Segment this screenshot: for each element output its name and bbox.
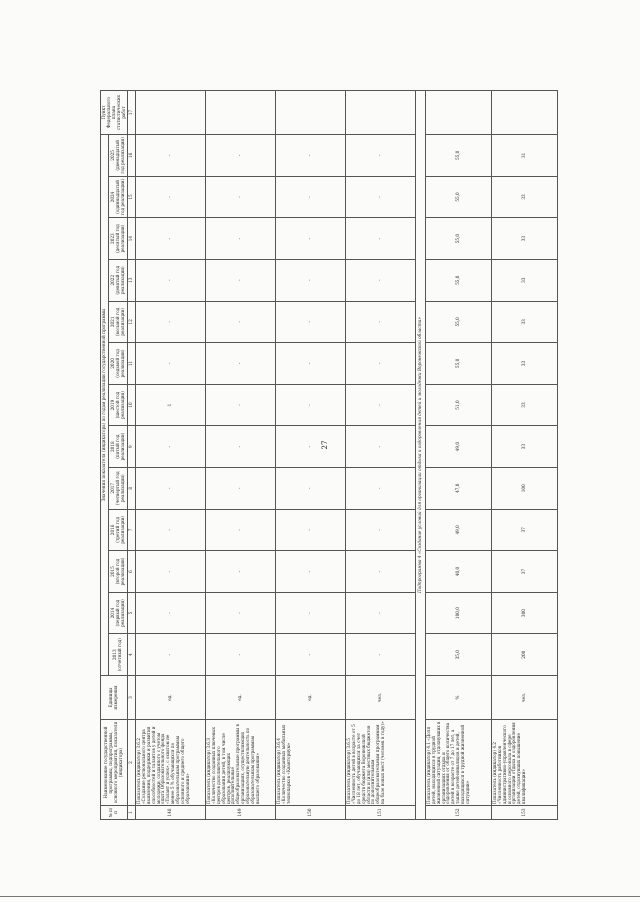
value-cell: 33 xyxy=(491,218,557,260)
unit-cell: чел. xyxy=(491,676,557,720)
table-body-b xyxy=(425,91,557,820)
indicator-name: Показатель (индикатор) 3.6.5 «Численность детей в возрасте от 5 до 18 лет, обучающихся за счет средств бюджета Воронежской области и (или) местных бюджетов по дополнительным общеобразовательным программам на базе новых мест (человек в году)» xyxy=(345,720,415,806)
value-cell: - xyxy=(345,634,415,676)
header-year-2020 xyxy=(109,343,128,385)
indicator-name: Показатель (индикатор) 4.1 «Доля детей, находящихся в трудной жизненной ситуации, отдохнувших в организациях отдыха и оздоровления от общего количества детей в возрасте от 7 до 17 лет, а также детей-инвалидов и детей, находящихся в трудной жизненной ситуации» xyxy=(425,720,491,806)
value-cell: - xyxy=(205,176,275,218)
page-number: 27 xyxy=(321,440,329,450)
column-number-cell: 14 xyxy=(128,218,136,260)
value-cell: - xyxy=(205,634,275,676)
header-year-2017 xyxy=(109,467,128,509)
value-cell: - xyxy=(275,218,345,260)
header-year-2014 xyxy=(109,592,128,634)
header-year-2025 xyxy=(109,135,128,177)
value-cell: - xyxy=(345,259,415,301)
header-plan: Пункт Федерального плана статистических работ xyxy=(101,91,128,135)
value-cell: - xyxy=(135,135,205,177)
header-year-label: (десятый год реализации) xyxy=(114,224,125,253)
plan-cell xyxy=(135,91,205,135)
value-cell: - xyxy=(135,218,205,260)
indicators-table xyxy=(100,90,558,820)
value-cell: - xyxy=(205,592,275,634)
value-cell: - xyxy=(205,218,275,260)
header-year-label: (седьмой год реализации) xyxy=(114,349,125,378)
header-year-value: 2023 xyxy=(109,233,115,244)
row-number: 151 xyxy=(345,806,415,820)
value-cell: 35,0 xyxy=(425,634,491,676)
header-year-label: (пятый год реализации) xyxy=(114,432,125,461)
value-cell: - xyxy=(275,301,345,343)
header-year-label: (четвертый год реализации) xyxy=(114,471,125,506)
column-number-cell: 4 xyxy=(128,634,136,676)
value-cell: 55,0 xyxy=(425,176,491,218)
value-cell: - xyxy=(205,384,275,426)
header-year-value: 2016 xyxy=(109,524,115,536)
column-number-cell: 1 xyxy=(128,806,136,820)
value-cell: - xyxy=(275,259,345,301)
table-row xyxy=(205,91,275,820)
header-year-value: 2013 xyxy=(112,649,118,661)
header-year-label: (третий год реализации) xyxy=(114,515,125,544)
value-cell: 55,0 xyxy=(425,218,491,260)
unit-cell: чел. xyxy=(345,676,415,720)
column-number-cell: 16 xyxy=(128,135,136,177)
value-cell: - xyxy=(135,426,205,468)
indicator-name: Показатель (индикатор) 3.6.3 «Количество созданных ключевых центров дополнительного образования детей, в том числе центров, реализующих дополнительные общеобразовательные программы в организациях, осуществляющих образовательную деятельность по образовательным программам высшего образования» xyxy=(205,720,275,806)
header-year-label: (шестой год реализации) xyxy=(114,391,125,419)
value-cell: - xyxy=(205,259,275,301)
header-year-2022 xyxy=(109,259,128,301)
subprogram-section xyxy=(415,91,425,820)
indicator-name: Показатель (индикатор) 3.6.2 «Создание регионального центра выявления, поддержки и развития способностей и талантов у детей и молодежи, созданного с учетом опыта Образовательного фонда «Талант и успех», с охватом не менее 5 % обучающихся по образовательным программам основного и среднего общего образования» xyxy=(135,720,205,806)
header-num: № п/п xyxy=(101,806,128,820)
plan-cell xyxy=(205,91,275,135)
value-cell: - xyxy=(275,176,345,218)
plan-cell xyxy=(425,91,491,135)
value-cell: 100 xyxy=(491,467,557,509)
header-year-value: 2018 xyxy=(109,441,115,452)
header-year-value: 2024 xyxy=(109,191,115,203)
value-cell: 37 xyxy=(491,509,557,551)
value-cell: - xyxy=(135,592,205,634)
row-number: 152 xyxy=(425,806,491,820)
value-cell: - xyxy=(135,176,205,218)
value-cell: - xyxy=(345,467,415,509)
header-year-label: (девятый год реализации) xyxy=(114,265,125,295)
value-cell: 33 xyxy=(491,259,557,301)
row-number: 150 xyxy=(275,806,345,820)
indicator-name: Показатель (индикатор) 3.6.4 «Количество созданных мобильных технопарков «Кванториум» xyxy=(275,720,345,806)
value-cell: 55,0 xyxy=(425,135,491,177)
value-cell: - xyxy=(135,467,205,509)
column-number-cell: 11 xyxy=(128,343,136,385)
column-number-cell: 10 xyxy=(128,384,136,426)
table-row xyxy=(345,91,415,820)
value-cell: - xyxy=(205,343,275,385)
column-number-cell: 5 xyxy=(128,592,136,634)
header-name: Наименование государственной программы, подпрограммы, основного мероприятия, показателя (индикатора) xyxy=(101,720,128,806)
value-cell: - xyxy=(135,301,205,343)
value-cell: - xyxy=(135,259,205,301)
header-values-group: Значения показателя (индикатора) по годам реализации государственной программы xyxy=(101,135,109,676)
value-cell: - xyxy=(275,426,345,468)
value-cell: 1 xyxy=(135,384,205,426)
value-cell: - xyxy=(275,384,345,426)
value-cell: - xyxy=(205,467,275,509)
value-cell: 200 xyxy=(491,634,557,676)
value-cell: - xyxy=(205,551,275,593)
value-cell: - xyxy=(345,592,415,634)
header-year-label: (отчетный год) xyxy=(117,638,123,672)
value-cell: - xyxy=(275,467,345,509)
header-year-label: (одиннадцатый год реализации) xyxy=(114,178,125,216)
value-cell: - xyxy=(275,343,345,385)
column-number-cell: 17 xyxy=(128,91,136,135)
value-cell: - xyxy=(135,509,205,551)
value-cell: 31 xyxy=(491,135,557,177)
column-number-row xyxy=(128,91,136,820)
value-cell: - xyxy=(345,551,415,593)
plan-cell xyxy=(275,91,345,135)
column-number-cell: 7 xyxy=(128,509,136,551)
value-cell: 55,0 xyxy=(425,301,491,343)
header-year-value: 2019 xyxy=(109,399,115,411)
column-number-cell: 2 xyxy=(128,720,136,806)
header-year-2021 xyxy=(109,301,128,343)
value-cell: 49,0 xyxy=(425,426,491,468)
unit-cell: % xyxy=(425,676,491,720)
header-year-value: 2022 xyxy=(109,274,115,286)
table-row xyxy=(135,91,205,820)
value-cell: 33 xyxy=(491,384,557,426)
unit-cell: ед. xyxy=(275,676,345,720)
header-year-2016 xyxy=(109,509,128,551)
value-cell: - xyxy=(205,426,275,468)
header-year-2024 xyxy=(109,176,128,218)
value-cell: - xyxy=(275,592,345,634)
header-year-value: 2020 xyxy=(109,358,115,369)
header-year-value: 2025 xyxy=(109,150,115,161)
value-cell: 55,0 xyxy=(425,343,491,385)
table-row xyxy=(425,91,491,820)
value-cell: - xyxy=(345,135,415,177)
plan-cell xyxy=(491,91,557,135)
column-number-cell: 8 xyxy=(128,467,136,509)
rotated-table-container xyxy=(100,90,620,820)
value-cell: 100,0 xyxy=(425,592,491,634)
value-cell: 37 xyxy=(491,551,557,593)
column-number-cell: 6 xyxy=(128,551,136,593)
value-cell: - xyxy=(205,135,275,177)
column-number-cell: 9 xyxy=(128,426,136,468)
column-number-cell: 12 xyxy=(128,301,136,343)
value-cell: 47,0 xyxy=(425,467,491,509)
header-year-2018 xyxy=(109,426,128,468)
header-year-value: 2015 xyxy=(109,566,115,577)
value-cell: - xyxy=(345,218,415,260)
table-row xyxy=(275,91,345,820)
value-cell: - xyxy=(135,343,205,385)
value-cell: - xyxy=(345,343,415,385)
subprogram-row xyxy=(415,91,425,820)
value-cell: - xyxy=(205,509,275,551)
value-cell: 300 xyxy=(491,592,557,634)
indicator-name: Показатель (индикатор) 4.2 «Численность работников административно-управленческого и основного персонала в сфере организации отдыха и оздоровления детей, отдохнувших повышение квалификации» xyxy=(491,720,557,806)
plan-cell xyxy=(345,91,415,135)
header-year-label: (первый год реализации) xyxy=(114,599,125,627)
table-row xyxy=(491,91,557,820)
value-cell: 33 xyxy=(491,301,557,343)
value-cell: 49,0 xyxy=(425,509,491,551)
header-year-label: (восьмой год реализации) xyxy=(114,307,125,336)
row-number: 153 xyxy=(491,806,557,820)
header-year-2013 xyxy=(109,634,128,676)
header-unit: Единицы измерения xyxy=(101,676,128,720)
value-cell: 33 xyxy=(491,343,557,385)
value-cell: - xyxy=(275,509,345,551)
value-cell: 33 xyxy=(491,426,557,468)
value-cell: 55,0 xyxy=(425,259,491,301)
header-year-2019 xyxy=(109,384,128,426)
value-cell: - xyxy=(275,135,345,177)
header-year-2023 xyxy=(109,218,128,260)
value-cell: 51,0 xyxy=(425,384,491,426)
value-cell: - xyxy=(345,426,415,468)
header-year-2015 xyxy=(109,551,128,593)
header-year-value: 2021 xyxy=(109,316,115,328)
value-cell: 40,0 xyxy=(425,551,491,593)
column-number-cell: 15 xyxy=(128,176,136,218)
value-cell: 33 xyxy=(491,176,557,218)
row-number: 149 xyxy=(205,806,275,820)
value-cell: - xyxy=(135,551,205,593)
unit-cell: ед. xyxy=(135,676,205,720)
value-cell: - xyxy=(275,551,345,593)
value-cell: - xyxy=(135,634,205,676)
header-year-label: (второй год реализации) xyxy=(114,557,125,586)
value-cell: - xyxy=(345,176,415,218)
header-row-1 xyxy=(101,91,109,820)
value-cell: - xyxy=(345,301,415,343)
table-body-a xyxy=(135,91,415,820)
page-bottom-line xyxy=(0,896,640,897)
value-cell: - xyxy=(205,301,275,343)
unit-cell: ед. xyxy=(205,676,275,720)
column-number-cell: 3 xyxy=(128,676,136,720)
column-number-cell: 13 xyxy=(128,259,136,301)
header-year-value: 2014 xyxy=(109,607,115,619)
value-cell: - xyxy=(275,634,345,676)
subprogram-title: Подпрограмма 4 «Создание условий для организации отдыха и оздоровления детей и молодежи Воронежской области» xyxy=(415,91,425,820)
header-year-value: 2017 xyxy=(109,482,115,494)
value-cell: - xyxy=(345,509,415,551)
value-cell: - xyxy=(345,384,415,426)
row-number: 148 xyxy=(135,806,205,820)
header-year-label: (двенадцатый год реализации) xyxy=(114,137,125,174)
